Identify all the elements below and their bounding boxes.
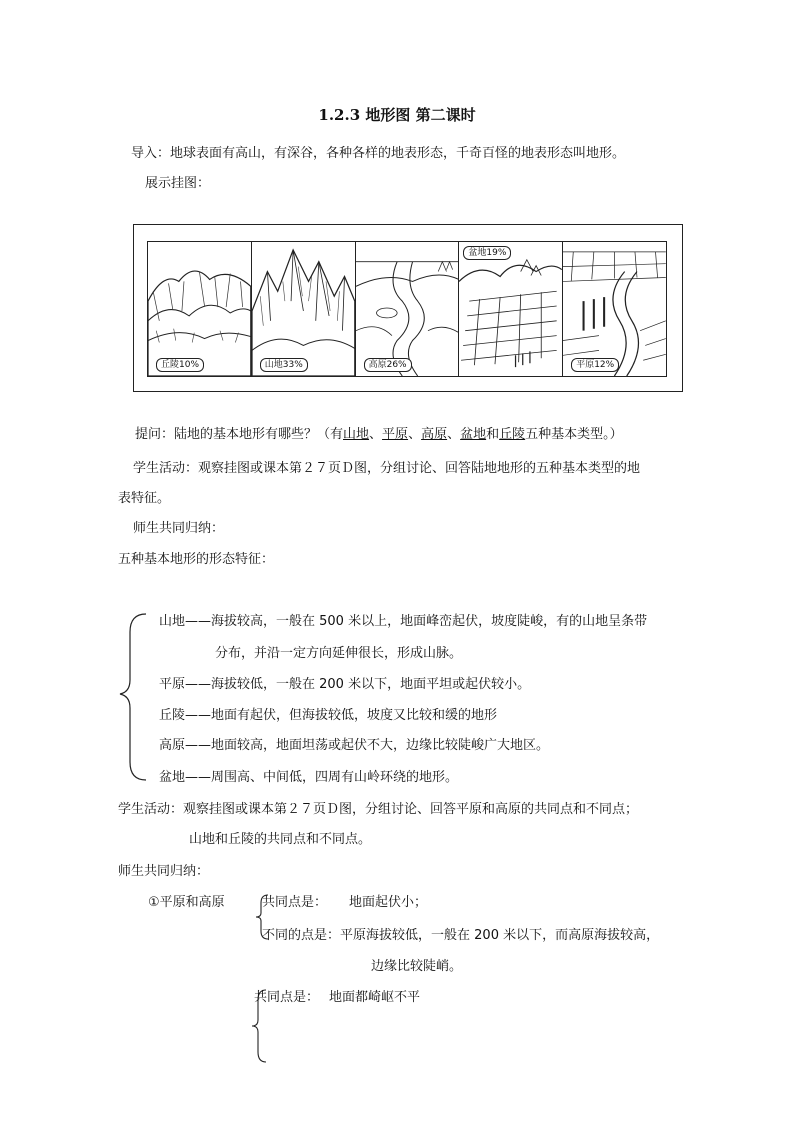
mountains-illustration xyxy=(252,242,355,376)
landform-strip xyxy=(147,241,667,377)
diff-value: 平原海拔较低，一般在 200 米以下，而高原海拔较高， xyxy=(340,928,660,943)
show-figure-text: 展示挂图： xyxy=(145,176,211,191)
question-sep: 、 xyxy=(369,427,383,442)
question-prefix: 提问：陆地的基本地形有哪些？（有 xyxy=(135,427,344,442)
compare-item1: ①平原和高原 xyxy=(148,895,225,910)
term-hill: 丘陵 xyxy=(499,427,526,442)
plain-illustration xyxy=(563,242,666,376)
common2-label: 共同点是： xyxy=(254,990,320,1005)
panel-label-plain: 平原12% xyxy=(571,358,619,372)
feature-plateau: 高原——地面较高，地面坦荡或起伏不大，边缘比较陡峻广大地区。 xyxy=(159,738,550,753)
term-basin: 盆地 xyxy=(460,427,487,442)
term-mountain: 山地 xyxy=(343,427,370,442)
panel-hills xyxy=(148,242,252,376)
common-point-row xyxy=(262,893,427,913)
summary2-label: 师生共同归纳： xyxy=(118,864,210,879)
plateau-illustration xyxy=(356,242,459,376)
feature-mountain-cont: 分布，并沿一定方向延伸很长，形成山脉。 xyxy=(215,646,463,661)
feature-hill: 丘陵——地面有起伏，但海拔较低，坡度又比较和缓的地形 xyxy=(159,708,498,723)
panel-label-hills: 丘陵10% xyxy=(156,358,204,372)
feature-basin: 盆地——周围高、中间低，四周有山岭环绕的地形。 xyxy=(159,770,459,785)
question-suffix: 五种基本类型。） xyxy=(525,427,623,442)
activity1-line1: 学生活动：观察挂图或课本第２７页Ｄ图，分组讨论、回答陆地地形的五种基本类型的地 xyxy=(133,461,641,476)
question-text xyxy=(135,425,623,445)
term-plateau: 高原 xyxy=(421,427,448,442)
question-sep: 、 xyxy=(408,427,422,442)
diff-point-row xyxy=(262,926,659,946)
feature-plain: 平原——海拔较低，一般在 200 米以下，地面平坦或起伏较小。 xyxy=(159,677,531,692)
activity2-line2: 山地和丘陵的共同点和不同点。 xyxy=(189,832,372,847)
feature-mountain: 山地——海拔较高，一般在 500 米以上，地面峰峦起伏，坡度陡峻，有的山地呈条带 xyxy=(159,614,648,629)
panel-label-plateau: 高原26% xyxy=(364,358,412,372)
hills-illustration xyxy=(148,242,251,376)
panel-basin xyxy=(459,242,563,376)
common2-row xyxy=(254,988,420,1008)
summary-label: 师生共同归纳： xyxy=(133,521,225,536)
landform-figure xyxy=(133,224,683,392)
panel-plateau xyxy=(356,242,460,376)
question-and: 和 xyxy=(486,427,500,442)
panel-plain xyxy=(563,242,666,376)
diff-value-cont: 边缘比较陡峭。 xyxy=(371,959,463,974)
common2-value: 地面都崎岖不平 xyxy=(329,990,421,1005)
intro-text: 导入：地球表面有高山，有深谷，各种各样的地表形态，千奇百怪的地表形态叫地形。 xyxy=(131,146,626,161)
panel-label-basin: 盆地19% xyxy=(463,246,511,260)
common-label: 共同点是： xyxy=(262,895,328,910)
panel-label-mountains: 山地33% xyxy=(260,358,308,372)
activity2-line1: 学生活动：观察挂图或课本第２７页Ｄ图，分组讨论、回答平原和高原的共同点和不同点； xyxy=(118,802,639,817)
panel-mountains xyxy=(252,242,356,376)
term-plain: 平原 xyxy=(382,427,409,442)
activity1-line2: 表特征。 xyxy=(118,491,171,506)
common-value: 地面起伏小； xyxy=(349,895,428,910)
features-heading: 五种基本地形的形态特征： xyxy=(118,552,275,567)
basin-illustration xyxy=(459,242,562,376)
question-sep: 、 xyxy=(447,427,461,442)
features-brace xyxy=(118,612,148,782)
diff-label: 不同的点是： xyxy=(262,928,341,943)
page-title: 1.2.3 地形图 第二课时 xyxy=(318,106,476,124)
